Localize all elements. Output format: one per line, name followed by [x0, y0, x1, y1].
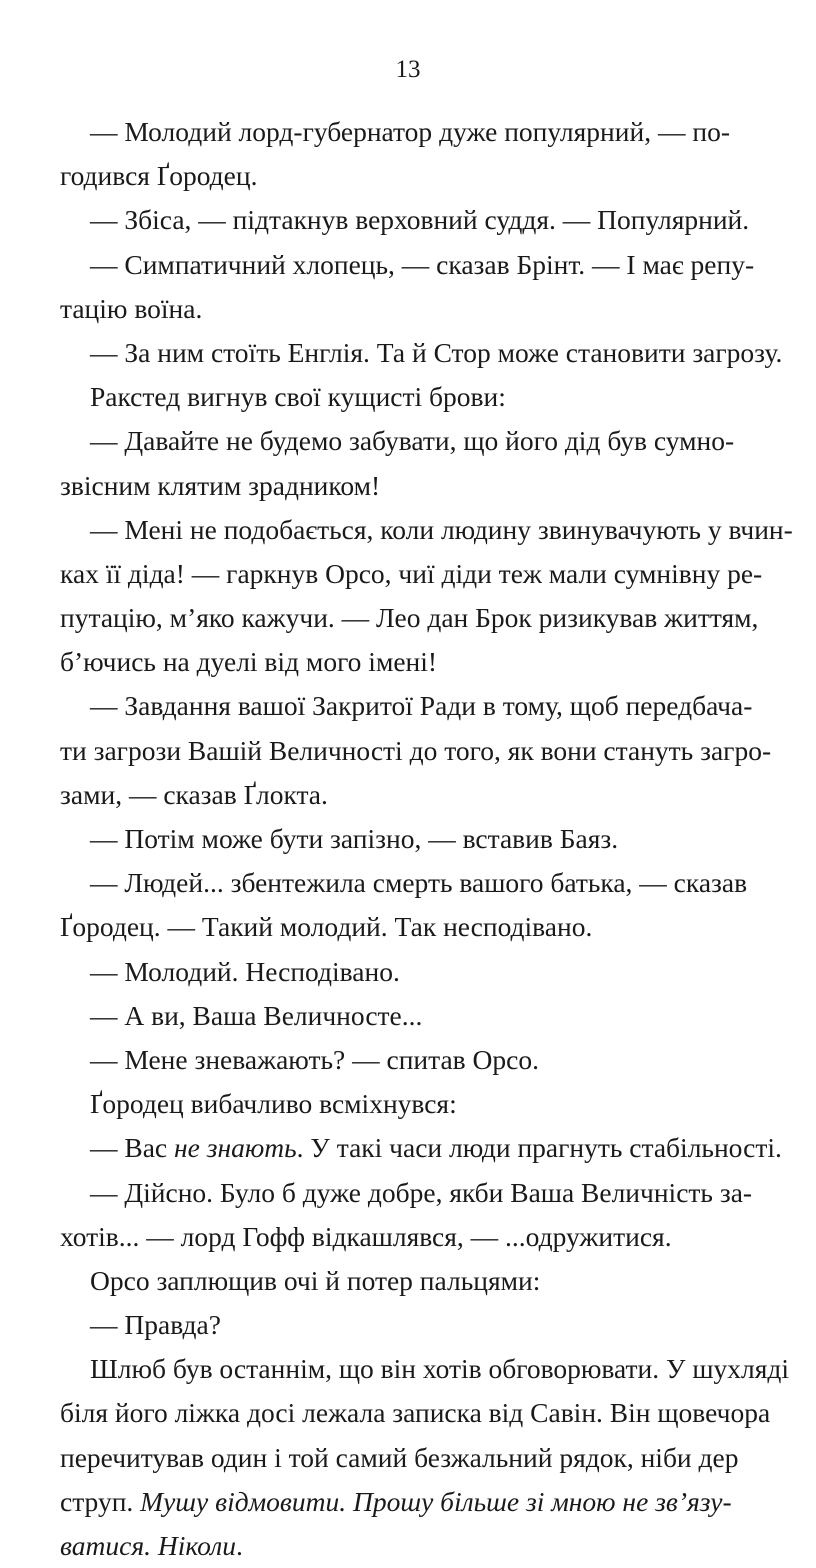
- text-line: — Мене зневажають? — спитав Орсо.: [90, 1043, 539, 1075]
- text-line: — Правда?: [90, 1309, 221, 1341]
- text-line: — За ним стоїть Енглія. Та й Стор може становити загрозу.: [90, 336, 783, 368]
- text-line: зами, — сказав Ґлокта.: [60, 778, 328, 810]
- text-line: — Давайте не будемо забувати, що його дід був сумно-: [90, 425, 735, 457]
- text-line: ти загрози Вашій Величності до того, як вони стануть загро-: [60, 734, 772, 766]
- text-line: хотів... — лорд Гофф відкашлявся, — ...одружитися.: [60, 1220, 672, 1252]
- text-line: б’ючись на дуелі від мого імені!: [60, 646, 438, 678]
- text-line: — Потім може бути запізно, — вставив Баяз.: [90, 823, 619, 854]
- body-text: [60, 110, 793, 1568]
- text-line: тацію воїна.: [60, 292, 203, 324]
- text-line: Орсо заплющив очі й потер пальцями:: [90, 1264, 541, 1296]
- text-line: перечитував один і той самий безжальний рядок, ніби дер: [60, 1441, 739, 1473]
- text-line: Шлюб був останнім, що він хотів обговорювати. У шухляді: [90, 1353, 790, 1385]
- text-line: — Симпатичний хлопець, — сказав Брінт. — І має репу-: [90, 248, 755, 280]
- text-line: — Дійсно. Було б дуже добре, якби Ваша Величність за-: [90, 1176, 753, 1208]
- text-line: — Завдання вашої Закритої Ради в тому, щоб передбача-: [90, 690, 753, 722]
- text-line: Ґородец вибачливо всміхнувся:: [90, 1088, 457, 1120]
- text-line: [60, 1126, 782, 1170]
- italic-text-run: ватися. Ніколи: [60, 1530, 236, 1561]
- page-number: 13: [395, 56, 421, 83]
- text-run: струп.: [60, 1485, 141, 1517]
- text-line: — Молодий лорд-губернатор дуже популярний, — по-: [90, 116, 730, 147]
- text-line: Ракстед вигнув свої кущисті брови:: [90, 381, 506, 413]
- text-line: біля його ліжка досі лежала записка від Савін. Він щовечора: [60, 1397, 771, 1429]
- text-line: [60, 1480, 730, 1524]
- text-line: Ґородец. — Такий молодий. Так несподівано.: [60, 911, 593, 943]
- text-run: .: [235, 1530, 243, 1561]
- italic-text-run: Мушу відмовити. Прошу більше зі мною не зв’язу-: [140, 1485, 732, 1517]
- text-line: — Збіса, — підтакнув верховний суддя. — Популярний.: [90, 204, 750, 236]
- text-line: [60, 1524, 730, 1568]
- text-run: — Вас: [90, 1132, 175, 1164]
- text-line: ках її діда! — гаркнув Орсо, чиї діди теж мали сумнівну ре-: [60, 557, 763, 589]
- text-line: — А ви, Ваша Величносте...: [90, 999, 423, 1031]
- text-line: — Молодий. Несподівано.: [90, 955, 400, 987]
- text-line: путацію, м’яко кажучи. — Лео дан Брок ризикував життям,: [60, 602, 759, 634]
- text-run: . У такі часи люди прагнуть стабільності.: [296, 1132, 782, 1164]
- text-line: звісним клятим зрадником!: [60, 469, 381, 501]
- text-line: — Мені не подобається, коли людину звинувачують у вчин-: [90, 513, 793, 545]
- text-line: — Людей... збентежила смерть вашого батька, — сказав: [90, 867, 748, 899]
- text-line: годився Ґородец.: [60, 160, 258, 192]
- italic-text-run: не знають: [174, 1132, 297, 1164]
